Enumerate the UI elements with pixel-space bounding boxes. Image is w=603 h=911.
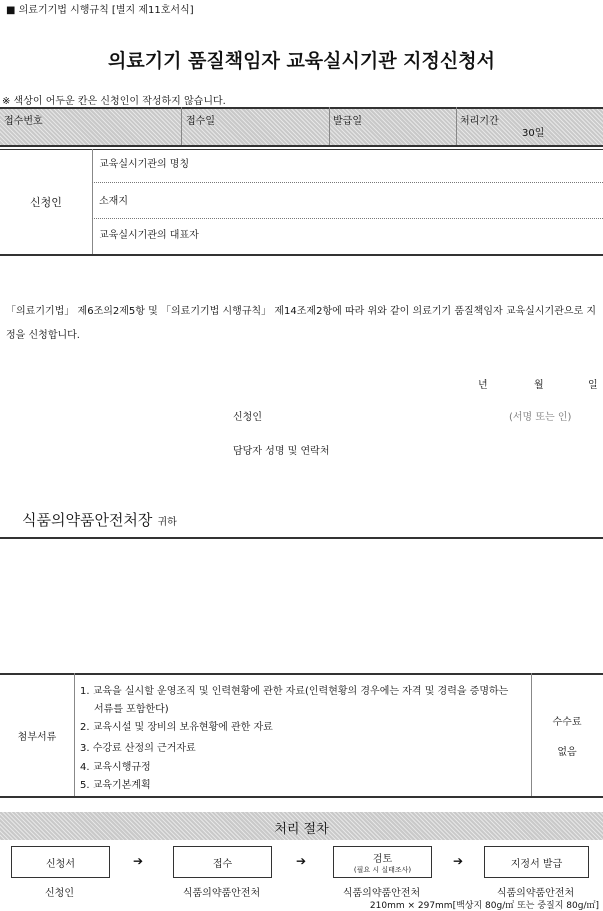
paper-spec: 210mm × 297mm[백상지 80g/㎡ 또는 중질지 80g/㎡] <box>369 901 599 911</box>
receipt-row <box>0 107 603 145</box>
signature-applicant-label: 신청인 <box>233 412 262 423</box>
form-reference: ■ 의료기기법 시행규칙 [별지 제11호서식] <box>6 5 194 16</box>
institution-name-label: 교육실시기관의 명칭 <box>99 159 190 170</box>
step-label: 지정서 발급 <box>510 858 563 870</box>
attachment-item: 서류를 포함한다) <box>94 704 169 715</box>
attachment-item: 4. 교육시행규정 <box>80 762 151 773</box>
attachments-label: 첨부서류 <box>17 732 57 743</box>
recipient-name: 식품의약품안전처장 <box>22 511 153 529</box>
step-actor: 신청인 <box>45 888 74 899</box>
recipient-suffix: 귀하 <box>157 517 177 528</box>
attachment-item: 2. 교육시설 및 장비의 보유현황에 관한 자료 <box>80 722 273 733</box>
fee-label: 수수료 <box>552 717 582 728</box>
processing-period-value: 30일 <box>522 128 545 139</box>
shade-note: ※ 색상이 어두운 칸은 신청인이 작성하지 않습니다. <box>2 96 226 107</box>
processing-period-label: 처리기간 <box>460 116 499 127</box>
issue-date-label: 발급일 <box>333 116 362 127</box>
step-actor: 식품의약품안전처 <box>182 888 261 899</box>
application-statement: 「의료기기법」 제6조의2제5항 및 「의료기기법 시행규칙」 제14조제2항에 따라 위와 같이 의료기기 품질책임자 교육실시기관으로 지정을 신청합니다. <box>6 306 596 341</box>
attachment-item: 3. 수강료 산정의 근거자료 <box>80 743 196 754</box>
step-actor: 식품의약품안전처 <box>342 888 421 899</box>
recipient <box>22 509 177 530</box>
representative-label: 교육실시기관의 대표자 <box>99 230 199 241</box>
receipt-date-label: 접수일 <box>186 116 215 127</box>
receipt-number-label: 접수번호 <box>4 116 43 127</box>
attachment-item: 1. 교육을 실시할 운영조직 및 인력현황에 관한 자료(인력현황의 경우에는 자격 및 경력을 증명하는 <box>80 686 509 697</box>
step-actor: 식품의약품안전처 <box>496 888 575 899</box>
year-label: 년 <box>478 380 488 391</box>
procedure-step-review <box>333 846 432 878</box>
procedure-step-issue <box>484 846 589 878</box>
step-label: 검토 <box>372 853 393 865</box>
contact-label: 담당자 성명 및 연락처 <box>233 446 330 457</box>
location-label: 소재지 <box>99 196 128 207</box>
procedure-step-application <box>11 846 110 878</box>
step-label: 접수 <box>212 858 233 870</box>
arrow-right-icon: ➔ <box>453 854 464 868</box>
applicant-section-label: 신청인 <box>30 196 62 209</box>
arrow-right-icon: ➔ <box>296 854 307 868</box>
step-label: 신청서 <box>46 858 75 870</box>
procedure-title: 처리 절차 <box>274 822 329 837</box>
procedure-step-receipt <box>173 846 272 878</box>
page-title: 의료기기 품질책임자 교육실시기관 지정신청서 <box>108 50 495 72</box>
arrow-right-icon: ➔ <box>133 854 144 868</box>
signature-hint: (서명 또는 인) <box>509 412 572 423</box>
step-sublabel: (필요 시 실태조사) <box>353 865 412 874</box>
day-label: 일 <box>588 380 598 391</box>
month-label: 월 <box>534 380 544 391</box>
fee-value: 없음 <box>557 747 577 758</box>
attachment-item: 5. 교육기본계획 <box>80 780 151 791</box>
